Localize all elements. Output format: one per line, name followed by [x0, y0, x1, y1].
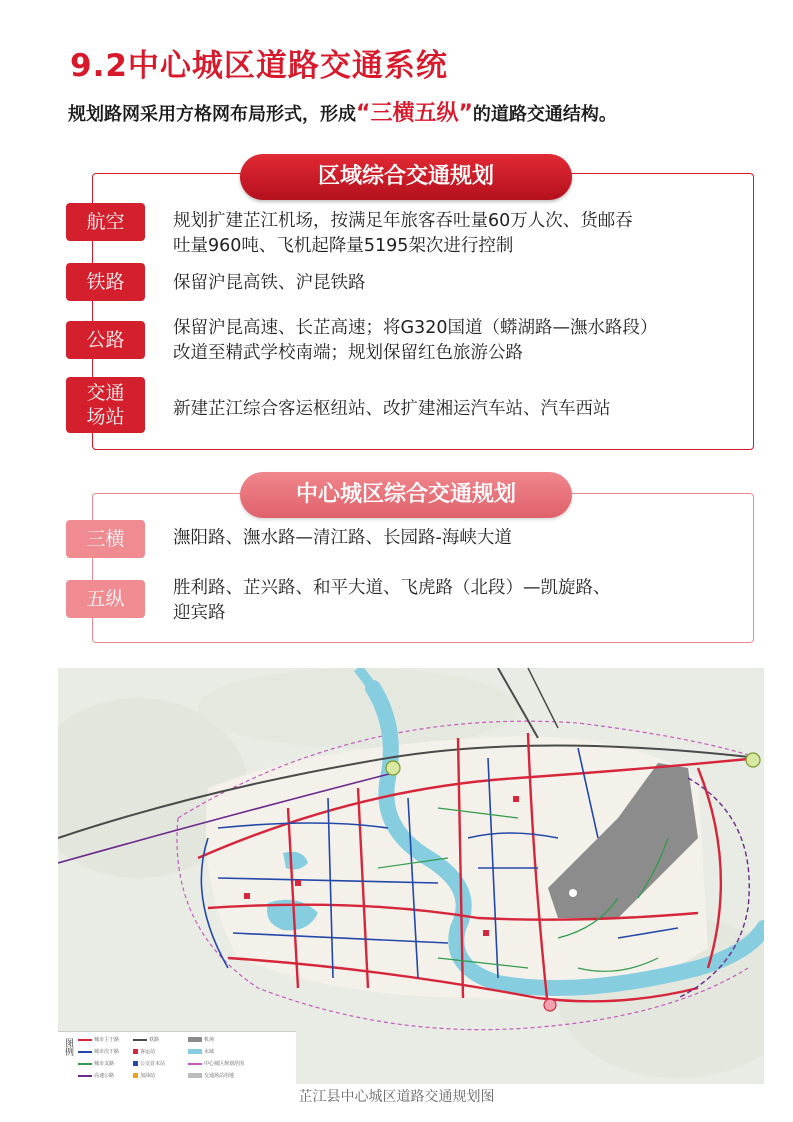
- legend-title: 图例: [63, 1038, 73, 1056]
- central-transport-header: 中心城区综合交通规划: [240, 472, 572, 518]
- intro-sentence: [68, 96, 617, 127]
- five-vertical-row: [66, 580, 145, 618]
- legend-item: 加油站: [133, 1072, 155, 1079]
- legend-item: 城市支路: [78, 1060, 114, 1067]
- highway-text: [173, 316, 657, 366]
- legend-item: 机场: [188, 1036, 214, 1043]
- three-horizontal-text-line: 潕阳路、潕水路—清江路、长园路-海峡大道: [173, 528, 512, 548]
- railway-text: [173, 271, 366, 296]
- legend-item: 城市主干路: [78, 1036, 119, 1043]
- intro-suffix: 的道路交通结构。: [472, 104, 617, 125]
- legend-item: 水域: [188, 1048, 214, 1055]
- five-vertical-tag: 五纵: [66, 580, 145, 618]
- three-horizontal-text: [173, 526, 512, 551]
- aviation-text: [173, 209, 633, 259]
- five-vertical-text-line: 迎宾路: [173, 603, 226, 623]
- aviation-row: [66, 203, 145, 241]
- intro-prefix: 规划路网采用方格网布局形式，形成: [68, 104, 356, 125]
- legend-item: 中心城区规划范围: [188, 1060, 244, 1067]
- legend-item: 交通场站用地: [188, 1072, 234, 1079]
- station-row: [66, 377, 145, 433]
- legend-item: 高速公路: [78, 1072, 114, 1079]
- legend-item: 城市次干路: [78, 1048, 119, 1055]
- legend-item: 公交首末站: [133, 1060, 165, 1067]
- highway-row: [66, 321, 145, 359]
- road-plan-map: [58, 668, 764, 1084]
- aviation-tag: 航空: [66, 203, 145, 241]
- station-tag-line: 场站: [86, 406, 125, 428]
- railway-text-line: 保留沪昆高铁、沪昆铁路: [173, 273, 366, 293]
- highway-text-line: 保留沪昆高速、长芷高速；将G320国道（蟒湖路—潕水路段）: [173, 318, 658, 338]
- station-tag-line: 交通: [86, 382, 125, 404]
- station-text: [173, 397, 611, 422]
- intro-highlight: “三横五纵”: [356, 101, 473, 126]
- aviation-text-line: 吐量960吨、飞机起降量5195架次进行控制: [173, 236, 514, 256]
- three-horizontal-row: [66, 520, 145, 558]
- page-title: 9.2中心城区道路交通系统: [70, 48, 448, 84]
- five-vertical-text: [173, 576, 611, 626]
- railway-row: [66, 263, 145, 301]
- highway-text-line: 改道至精武学校南端；规划保留红色旅游公路: [173, 343, 523, 363]
- highway-tag: 公路: [66, 321, 145, 359]
- road-plan-map-graphic: [58, 668, 764, 1084]
- five-vertical-text-line: 胜利路、芷兴路、和平大道、飞虎路（北段）—凯旋路、: [173, 578, 611, 598]
- map-legend: [58, 1031, 296, 1084]
- railway-tag: 铁路: [66, 263, 145, 301]
- station-text-line: 新建芷江综合客运枢纽站、改扩建湘运汽车站、汽车西站: [173, 399, 611, 419]
- station-tag: [66, 377, 145, 433]
- regional-transport-header: 区域综合交通规划: [240, 154, 572, 200]
- aviation-text-line: 规划扩建芷江机场，按满足年旅客吞吐量60万人次、货邮吞: [173, 211, 633, 231]
- three-horizontal-tag: 三横: [66, 520, 145, 558]
- map-caption: 芷江县中心城区道路交通规划图: [298, 1089, 495, 1105]
- legend-item: 铁路: [133, 1036, 159, 1043]
- legend-item: 客运站: [133, 1048, 155, 1055]
